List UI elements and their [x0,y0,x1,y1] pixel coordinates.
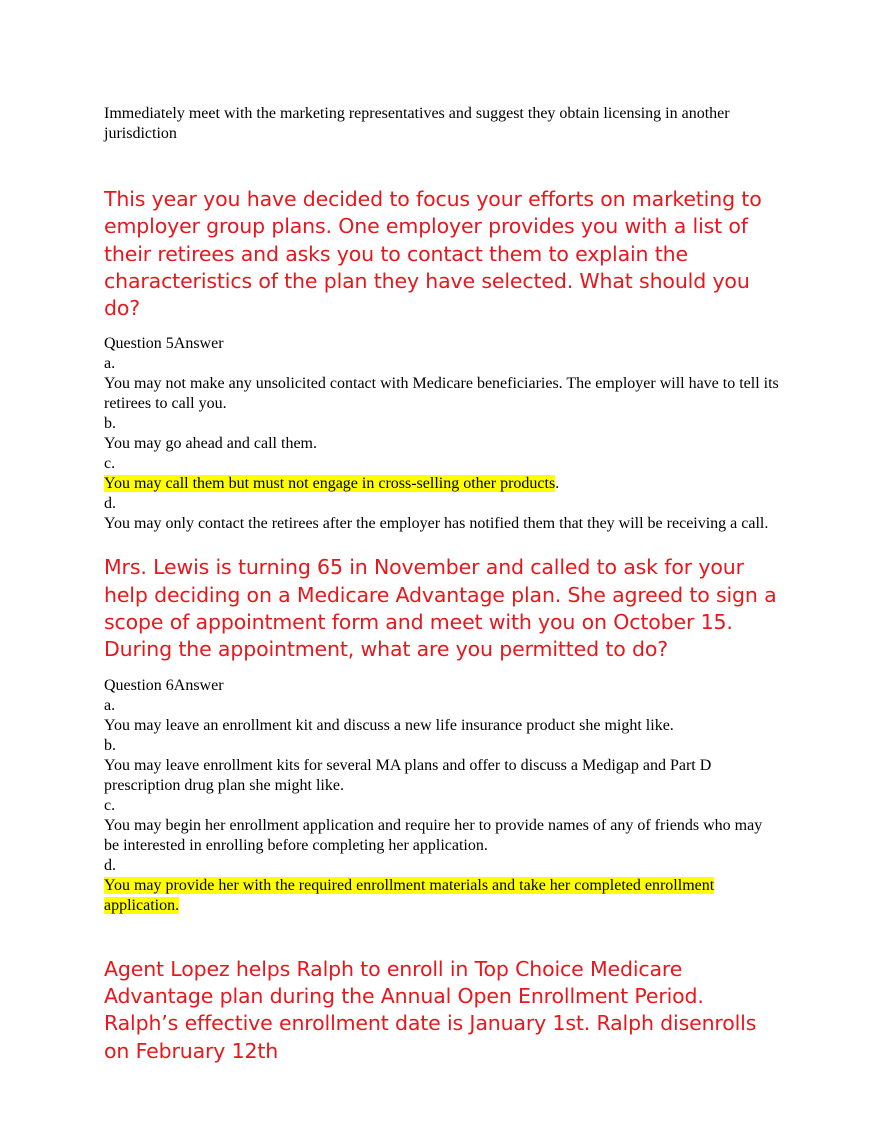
option-text[interactable]: You may leave an enrollment kit and discuss a new life insurance product she might like. [104,716,674,734]
option-text[interactable]: You may only contact the retirees after the employer has notified them that they will be receiving a call. [104,515,769,533]
option-letter: a. [104,355,116,373]
option-letter: a. [104,696,116,714]
question-6-answer-block [104,676,780,916]
question-5-prompt: This year you have decided to focus your efforts on marketing to employer group plans. One employer provides you with a list of their retirees and asks you to contact them to explain the characteristics of the plan they have selected. What should you do? [104,187,762,321]
option-letter: d. [104,856,116,874]
option-letter: b. [104,415,116,433]
option-text[interactable]: You may not make any unsolicited contact with Medicare beneficiaries. The employer will have to tell its retirees to call you. [104,375,779,413]
intro-answer-text: Immediately meet with the marketing representatives and suggest they obtain licensing in another jurisdiction [104,105,730,142]
question-6-prompt: Mrs. Lewis is turning 65 in November and called to ask for your help deciding on a Medicare Advantage plan. She agreed to sign a scope of appointment form and meet with you on October 15. During the appointment, what are you permitted to do? [104,555,777,662]
question-5-header: Question 5Answer [104,335,224,353]
option-text[interactable]: You may begin her enrollment application and require her to provide names of any of friends who may be interested in enrolling before completing her application. [104,816,763,854]
option-text-selected[interactable] [104,474,780,494]
option-text-selected[interactable] [104,876,780,916]
option-letter: c. [104,796,116,814]
question-5-answer-block [104,334,780,534]
option-letter: d. [104,495,116,513]
option-text[interactable]: You may leave enrollment kits for several MA plans and offer to discuss a Medigap and Part D prescription drug plan she might like. [104,756,712,794]
option-letter: b. [104,736,116,754]
highlighted-answer: You may provide her with the required enrollment materials and take her completed enrollment application. [104,876,715,914]
question-7-prompt: Agent Lopez helps Ralph to enroll in Top Choice Medicare Advantage plan during the Annual Open Enrollment Period. Ralph’s effective enrollment date is January 1st. Ralph disenrolls on February 12th [104,956,757,1063]
option-text[interactable]: You may go ahead and call them. [104,435,317,453]
option-letter: c. [104,455,116,473]
answer-trailing-period: . [555,475,560,493]
question-6-header: Question 6Answer [104,676,224,694]
document-page [104,104,780,1065]
highlighted-answer: You may call them but must not engage in cross-selling other products [104,475,556,493]
